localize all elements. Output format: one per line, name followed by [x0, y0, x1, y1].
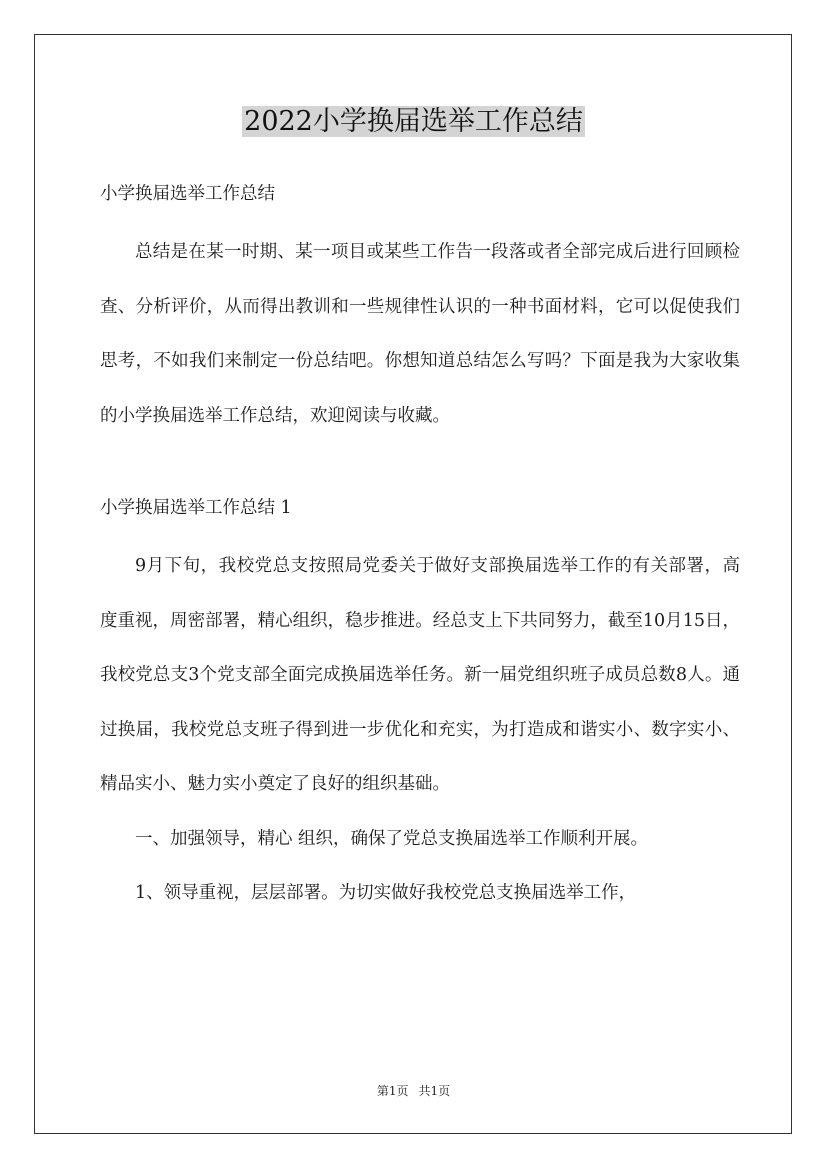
section-heading-1: 小学换届选举工作总结 1	[100, 498, 292, 518]
page-footer	[0, 1083, 827, 1099]
document-title-text: 2022小学换届选举工作总结	[244, 106, 583, 137]
document-title	[0, 102, 827, 142]
page-total: 共1页	[418, 1084, 451, 1098]
document-subtitle: 小学换届选举工作总结	[100, 184, 275, 204]
section1-paragraph-2: 一、加强领导，精心 组织，确保了党总支换届选举工作顺利开展。	[135, 828, 649, 849]
section1-paragraph-3: 1、领导重视，层层部署。为切实做好我校党总支换届选举工作，	[135, 883, 637, 903]
intro-paragraph: 总结是在某一时期、某一项目或某些工作告一段落或者全部完成后进行回顾检查、分析评价，从而得出教训和一些规律性认识的一种书面材料，它可以促使我们思考，不如我们来制定一份总结吧。你想知道总结怎么写吗？下面是我为大家收集的小学换届选举工作总结，欢迎阅读与收藏。	[100, 242, 740, 426]
section1-paragraph-1: 9月下旬，我校党总支按照局党委关于做好支部换届选举工作的有关部署，高度重视，周密部署，精心组织，稳步推进。经总支上下共同努力，截至10月15日，我校党总支3个党支部全面完成换届选举任务。新一届党组织班子成员总数8人。通过换届，我校党总支班子得到进一步优化和充实，为打造成和谐实小、数字实小、精品实小、魅力实小奠定了良好的组织基础。	[100, 556, 740, 794]
document-body	[100, 175, 740, 921]
page-number: 第1页	[376, 1084, 409, 1098]
